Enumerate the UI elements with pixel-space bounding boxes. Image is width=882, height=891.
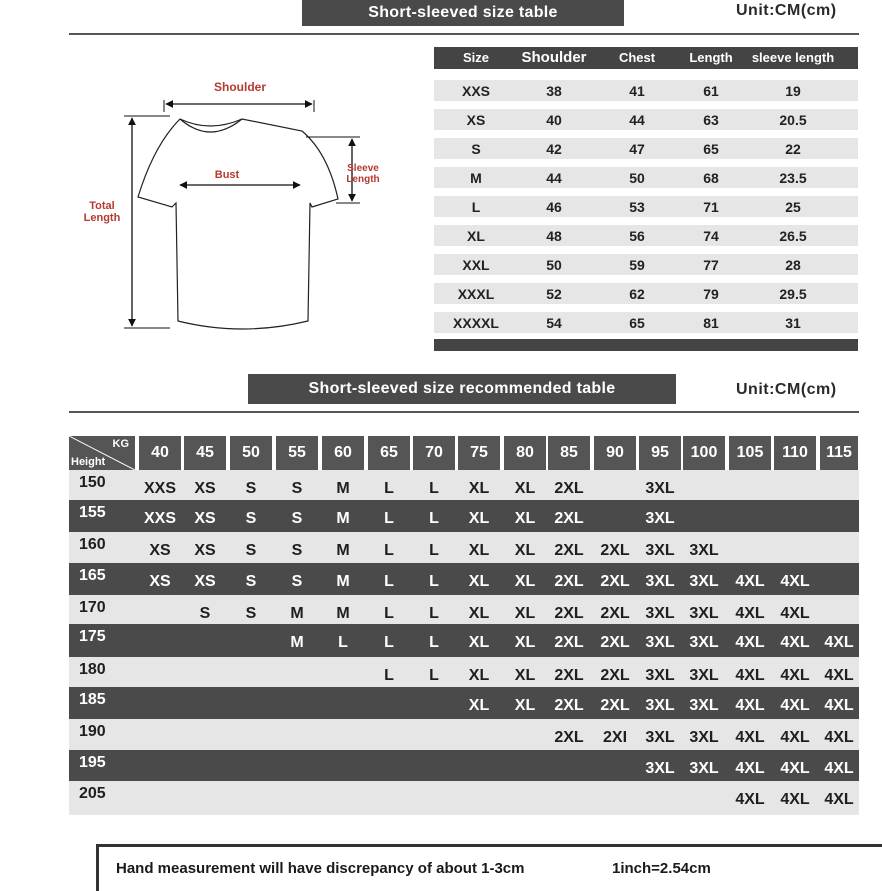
table-row — [69, 624, 859, 657]
cell-length: 71 — [703, 199, 719, 215]
recommended-size: 4XL — [780, 605, 810, 622]
recommended-size: L — [384, 634, 394, 651]
recommended-size: XL — [514, 573, 536, 590]
section-divider-2 — [69, 411, 859, 413]
recommended-size: 4XL — [735, 760, 765, 777]
recommended-size: 3XL — [645, 542, 675, 559]
cell-sleeve-length: 31 — [785, 315, 801, 331]
cell-sleeve-length: 19 — [785, 83, 801, 99]
recommended-size: 3XL — [645, 634, 675, 651]
kg-column-header: 55 — [276, 436, 318, 470]
cell-size: XXXXL — [453, 315, 499, 331]
recommended-size: 4XL — [735, 729, 765, 746]
recommended-size: L — [429, 510, 439, 527]
recommended-size: L — [384, 542, 394, 559]
height-value: 185 — [79, 691, 106, 708]
table-row — [434, 167, 858, 188]
table-row — [434, 225, 858, 246]
recommended-size: 4XL — [735, 697, 765, 714]
header-sleeve-length: sleeve length — [751, 50, 835, 65]
recommended-size: S — [291, 573, 303, 590]
cell-shoulder: 40 — [546, 112, 562, 128]
cell-size: XS — [466, 112, 486, 128]
kg-column-header: 60 — [322, 436, 364, 470]
cell-size: XXS — [461, 83, 491, 99]
recommended-size: M — [336, 510, 350, 527]
recommended-size: 3XL — [689, 667, 719, 684]
recommended-size: XL — [468, 480, 490, 497]
inch-conversion-note: 1inch=2.54cm — [612, 860, 711, 877]
cell-sleeve-length: 22 — [785, 141, 801, 157]
cell-chest: 65 — [629, 315, 645, 331]
recommended-size: 4XL — [824, 760, 854, 777]
recommended-size: 3XL — [645, 697, 675, 714]
height-value: 190 — [79, 723, 106, 740]
cell-chest: 62 — [629, 286, 645, 302]
recommended-size: 4XL — [735, 791, 765, 808]
cell-chest: 44 — [629, 112, 645, 128]
height-value: 205 — [79, 785, 106, 802]
height-value: 155 — [79, 504, 106, 521]
recommended-size: 4XL — [780, 791, 810, 808]
recommended-size: XXS — [143, 480, 177, 497]
size-table-unit: Unit:CM(cm) — [736, 2, 837, 19]
cell-size: XXXL — [457, 286, 495, 302]
recommended-size: L — [338, 634, 348, 651]
discrepancy-note: Hand measurement will have discrepancy of about 1-3cm — [116, 860, 525, 877]
recommended-size: 4XL — [735, 605, 765, 622]
recommended-size: 4XL — [780, 697, 810, 714]
cell-size: XL — [467, 228, 485, 244]
kg-label: KG — [112, 438, 129, 450]
kg-column-header: 85 — [548, 436, 590, 470]
table-row — [434, 312, 858, 333]
recommended-size: 4XL — [824, 729, 854, 746]
recommended-size: 2XI — [602, 729, 628, 746]
size-table-footer-bar — [434, 339, 858, 351]
table-row — [434, 138, 858, 159]
recommended-size: 4XL — [735, 573, 765, 590]
kg-column-header: 80 — [504, 436, 546, 470]
recommended-size: L — [429, 480, 439, 497]
table-row — [69, 657, 859, 687]
table-row — [434, 283, 858, 304]
table-row — [434, 80, 858, 101]
recommended-size: 2XL — [554, 480, 584, 497]
cell-size: XXL — [462, 257, 490, 273]
table-row — [434, 196, 858, 217]
height-label: Height — [71, 456, 106, 468]
cell-chest: 53 — [629, 199, 645, 215]
recommended-size: XL — [468, 667, 490, 684]
cell-length: 77 — [703, 257, 719, 273]
recommended-size: 2XL — [600, 573, 630, 590]
recommended-size: XL — [514, 510, 536, 527]
recommended-size: 3XL — [645, 729, 675, 746]
recommended-size: XL — [468, 573, 490, 590]
recommended-size: L — [429, 542, 439, 559]
height-value: 150 — [79, 474, 106, 491]
recommended-size: 3XL — [645, 605, 675, 622]
table-row — [69, 595, 859, 624]
cell-shoulder: 54 — [546, 315, 562, 331]
recommended-size: S — [245, 605, 257, 622]
height-value: 195 — [79, 754, 106, 771]
recommended-size: 4XL — [780, 667, 810, 684]
recommended-size: XL — [514, 697, 536, 714]
recommended-size: XS — [194, 542, 216, 559]
kg-column-header: 90 — [594, 436, 636, 470]
table-row — [69, 532, 859, 563]
recommended-size: 4XL — [735, 634, 765, 651]
table-row — [69, 500, 859, 532]
shoulder-label: Shoulder — [213, 80, 266, 94]
header-length: Length — [689, 50, 733, 65]
recommended-size: S — [245, 573, 257, 590]
recommended-size: 2XL — [554, 667, 584, 684]
recommended-size: L — [429, 667, 439, 684]
recommended-size: 4XL — [735, 667, 765, 684]
recommended-size: 4XL — [780, 760, 810, 777]
recommended-size: L — [429, 573, 439, 590]
header-size: Size — [462, 50, 490, 65]
recommended-size: S — [245, 510, 257, 527]
table-row — [434, 109, 858, 130]
kg-column-header: 95 — [639, 436, 681, 470]
recommended-size: M — [336, 480, 350, 497]
cell-shoulder: 42 — [546, 141, 562, 157]
cell-chest: 50 — [629, 170, 645, 186]
cell-size: L — [471, 199, 481, 215]
cell-length: 79 — [703, 286, 719, 302]
recommended-size: 3XL — [689, 760, 719, 777]
recommended-size: XL — [514, 605, 536, 622]
size-table-header — [434, 47, 858, 69]
header-chest: Chest — [618, 50, 656, 65]
recommended-size: 3XL — [689, 634, 719, 651]
kg-column-header: 65 — [368, 436, 410, 470]
recommended-size: 3XL — [645, 573, 675, 590]
cell-chest: 41 — [629, 83, 645, 99]
recommended-size: 3XL — [689, 729, 719, 746]
recommended-size: 2XL — [554, 605, 584, 622]
kg-column-header: 105 — [729, 436, 771, 470]
cell-sleeve-length: 29.5 — [779, 286, 807, 302]
table-row — [69, 563, 859, 595]
recommended-size: M — [290, 605, 304, 622]
height-value: 160 — [79, 536, 106, 553]
cell-shoulder: 50 — [546, 257, 562, 273]
recommended-size: XS — [194, 510, 216, 527]
cell-chest: 59 — [629, 257, 645, 273]
bust-label: Bust — [214, 169, 240, 181]
cell-length: 68 — [703, 170, 719, 186]
recommend-table-header — [69, 436, 859, 470]
recommended-size: S — [291, 542, 303, 559]
kg-column-header: 40 — [139, 436, 181, 470]
cell-chest: 47 — [629, 141, 645, 157]
recommended-size: M — [290, 634, 304, 651]
recommended-size: 2XL — [554, 697, 584, 714]
recommended-size: XL — [514, 480, 536, 497]
recommended-size: 4XL — [824, 697, 854, 714]
cell-sleeve-length: 25 — [785, 199, 801, 215]
recommended-size: S — [245, 480, 257, 497]
recommended-size: 3XL — [645, 667, 675, 684]
cell-sleeve-length: 28 — [785, 257, 801, 273]
kg-column-header: 45 — [184, 436, 226, 470]
recommended-size: L — [384, 605, 394, 622]
table-row — [69, 719, 859, 750]
cell-shoulder: 44 — [546, 170, 562, 186]
recommended-size: 2XL — [600, 697, 630, 714]
recommended-size: 3XL — [645, 510, 675, 527]
table-row — [434, 254, 858, 275]
recommended-size: 2XL — [554, 634, 584, 651]
recommended-size: L — [429, 634, 439, 651]
recommended-size: 3XL — [689, 697, 719, 714]
height-value: 180 — [79, 661, 106, 678]
recommended-size: M — [336, 605, 350, 622]
recommended-size: XS — [194, 573, 216, 590]
recommended-size: S — [245, 542, 257, 559]
recommended-size: XL — [514, 667, 536, 684]
cell-chest: 56 — [629, 228, 645, 244]
header-shoulder: Shoulder — [521, 49, 587, 66]
recommended-size: XS — [194, 480, 216, 497]
recommended-size: 2XL — [554, 729, 584, 746]
height-value: 175 — [79, 628, 106, 645]
recommended-size: 2XL — [554, 542, 584, 559]
table-row — [69, 781, 859, 815]
kg-column-header: 70 — [413, 436, 455, 470]
cell-length: 63 — [703, 112, 719, 128]
recommended-size: XL — [468, 542, 490, 559]
cell-length: 74 — [703, 228, 719, 244]
recommended-size: 4XL — [780, 729, 810, 746]
recommended-size: 4XL — [824, 634, 854, 651]
recommended-size: S — [291, 510, 303, 527]
recommended-size: 4XL — [780, 634, 810, 651]
table-row — [69, 470, 859, 500]
kg-column-header: 100 — [683, 436, 725, 470]
cell-length: 81 — [703, 315, 719, 331]
size-table-title: Short-sleeved size table — [302, 0, 624, 26]
recommended-size: XL — [468, 605, 490, 622]
cell-shoulder: 48 — [546, 228, 562, 244]
recommended-size: XS — [149, 573, 171, 590]
table-row — [69, 750, 859, 781]
recommended-size: S — [199, 605, 211, 622]
recommended-size: 3XL — [689, 573, 719, 590]
kg-column-header: 115 — [820, 436, 858, 470]
recommended-size: 3XL — [689, 542, 719, 559]
recommended-size: L — [384, 480, 394, 497]
recommended-size: 4XL — [824, 667, 854, 684]
recommended-size: M — [336, 542, 350, 559]
recommended-size: L — [384, 510, 394, 527]
recommended-size: 2XL — [554, 510, 584, 527]
recommended-size: 4XL — [824, 791, 854, 808]
cell-length: 65 — [703, 141, 719, 157]
recommended-size: XS — [149, 542, 171, 559]
cell-shoulder: 38 — [546, 83, 562, 99]
cell-shoulder: 52 — [546, 286, 562, 302]
cell-size: M — [470, 170, 482, 186]
cell-sleeve-length: 23.5 — [779, 170, 807, 186]
recommended-size: 2XL — [600, 634, 630, 651]
section-divider — [69, 33, 859, 35]
recommended-size: 2XL — [600, 605, 630, 622]
cell-size: S — [471, 141, 481, 157]
table-row — [69, 687, 859, 719]
recommended-size: 4XL — [780, 573, 810, 590]
recommend-table-title: Short-sleeved size recommended table — [248, 374, 676, 404]
cell-length: 61 — [703, 83, 719, 99]
recommended-size: 2XL — [554, 573, 584, 590]
cell-shoulder: 46 — [546, 199, 562, 215]
recommended-size: XL — [468, 634, 490, 651]
recommended-size: S — [291, 480, 303, 497]
kg-column-header: 75 — [458, 436, 500, 470]
recommended-size: 3XL — [645, 480, 675, 497]
recommended-size: 3XL — [645, 760, 675, 777]
kg-column-header: 110 — [774, 436, 816, 470]
kg-column-header: 50 — [230, 436, 272, 470]
cell-sleeve-length: 20.5 — [779, 112, 807, 128]
recommended-size: L — [429, 605, 439, 622]
recommended-size: 2XL — [600, 667, 630, 684]
cell-sleeve-length: 26.5 — [779, 228, 807, 244]
kg-height-corner — [69, 436, 135, 470]
recommended-size: L — [384, 667, 394, 684]
height-value: 170 — [79, 599, 106, 616]
recommended-size: 3XL — [689, 605, 719, 622]
recommended-size: XXS — [143, 510, 177, 527]
recommended-size: L — [384, 573, 394, 590]
recommended-size: XL — [468, 697, 490, 714]
sleeve-length-label: Sleeve Length — [346, 163, 380, 185]
height-value: 165 — [79, 567, 106, 584]
recommended-size: M — [336, 573, 350, 590]
recommended-size: XL — [514, 634, 536, 651]
tshirt-measurement-diagram — [70, 75, 400, 345]
recommend-table-unit: Unit:CM(cm) — [736, 381, 837, 398]
total-length-label: Total Length — [83, 200, 121, 224]
recommended-size: 2XL — [600, 542, 630, 559]
recommended-size: XL — [514, 542, 536, 559]
recommended-size: XL — [468, 510, 490, 527]
